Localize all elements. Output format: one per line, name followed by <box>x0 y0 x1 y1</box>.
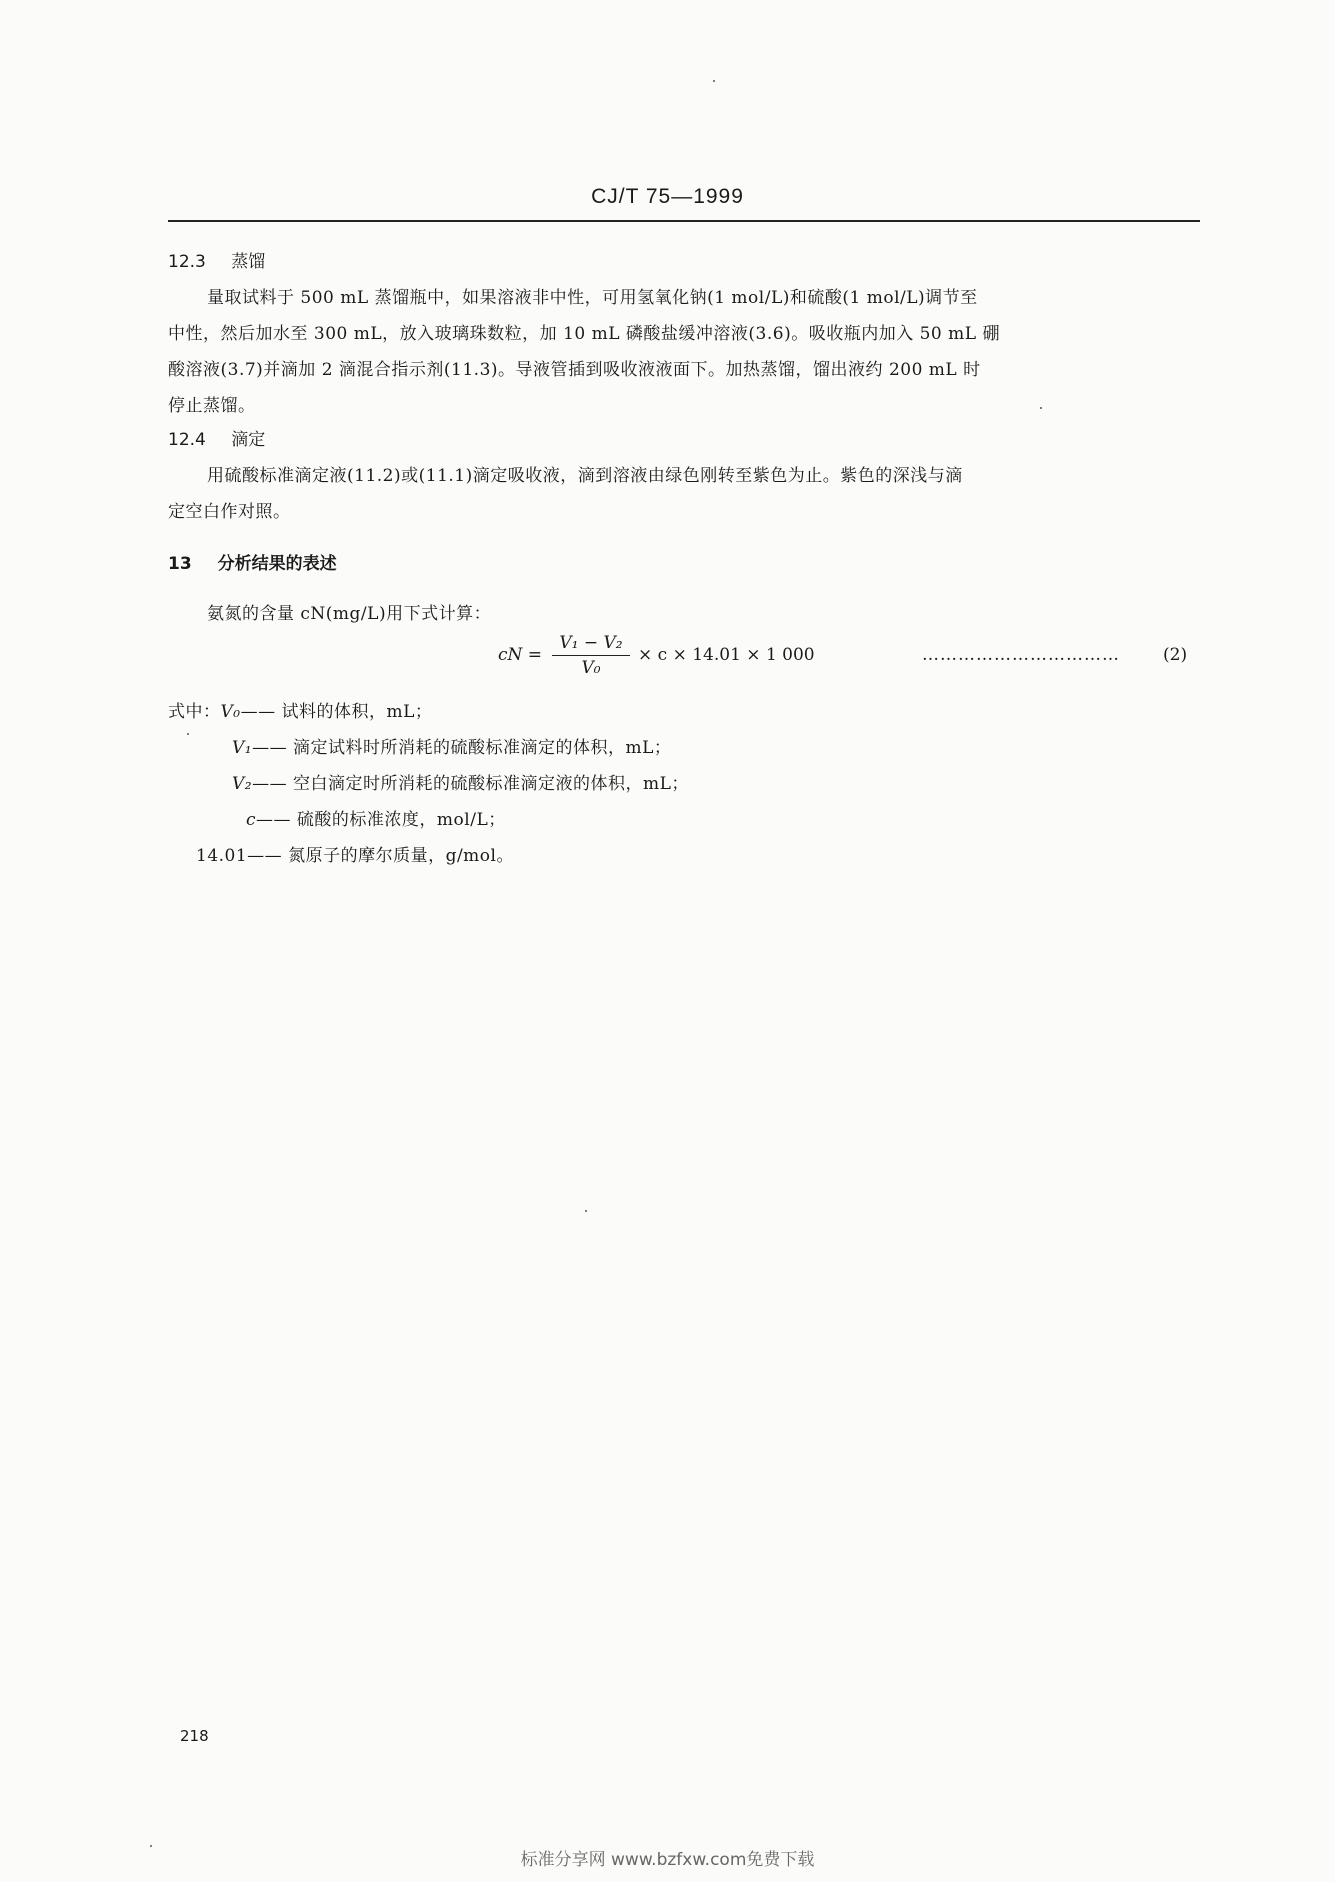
definition-symbol: V₂ <box>232 774 253 794</box>
scan-speck <box>150 1845 152 1847</box>
section-12-3-heading <box>168 247 265 272</box>
standard-code-header: CJ/T 75—1999 <box>591 185 744 208</box>
definition-symbol: V₀ <box>220 702 241 722</box>
definition-text: —— 试料的体积，mL； <box>240 702 433 722</box>
definition-text: —— 氮原子的摩尔质量，g/mol。 <box>247 846 514 866</box>
paragraph-line: 停止蒸馏。 <box>168 396 256 416</box>
paragraph-line: 用硫酸标准滴定液(11.2)或(11.1)滴定吸收液，滴到溶液由绿色刚转至紫色为止。紫色的深浅与滴 <box>207 466 963 486</box>
definition-symbol: V₁ <box>232 738 253 758</box>
fraction-bar <box>552 655 630 656</box>
paragraph-line: 定空白作对照。 <box>168 502 291 522</box>
scan-speck <box>1040 407 1042 409</box>
formula-rhs: × c × 14.01 × 1 000 <box>638 645 815 665</box>
formula-numerator: V₁ − V₂ <box>559 633 623 653</box>
paragraph-line: 量取试料于 500 mL 蒸馏瓶中，如果溶液非中性，可用氢氧化钠(1 mol/L)和硫酸(1 mol/L)调节至 <box>207 288 978 308</box>
definition-row <box>246 805 506 830</box>
definition-row <box>168 697 432 722</box>
formula-denominator: V₀ <box>581 658 601 678</box>
definition-text: —— 空白滴定时所消耗的硫酸标准滴定液的体积，mL； <box>252 774 689 794</box>
section-number: 12.4 <box>168 430 206 450</box>
definition-symbol: 14.01 <box>196 846 248 866</box>
scan-speck <box>713 80 715 82</box>
footer-watermark: 标准分享网 www.bzfxw.com免费下载 <box>520 1850 815 1870</box>
formula-fraction <box>552 633 630 678</box>
formula-leader-dots: …………………………… <box>922 645 1120 665</box>
section-13-heading <box>168 549 337 574</box>
definition-text: —— 硫酸的标准浓度，mol/L； <box>256 810 506 830</box>
definition-row <box>196 841 514 866</box>
scan-speck <box>585 1210 587 1212</box>
where-label: 式中： <box>168 702 221 722</box>
section-number: 13 <box>168 554 192 574</box>
paragraph-line: 中性，然后加水至 300 mL，放入玻璃珠数粒，加 10 mL 磷酸盐缓冲溶液(3.6)。吸收瓶内加入 50 mL 硼 <box>168 324 1000 344</box>
section-12-4-heading <box>168 425 265 450</box>
formula-number: (2) <box>1163 645 1188 665</box>
definition-symbol: c <box>246 810 257 830</box>
header-rule <box>168 220 1200 222</box>
scan-speck <box>187 733 189 735</box>
definition-text: —— 滴定试料时所消耗的硫酸标准滴定的体积，mL； <box>252 738 672 758</box>
paragraph-line: 酸溶液(3.7)并滴加 2 滴混合指示剂(11.3)。导液管插到吸收液液面下。加热蒸馏，馏出液约 200 mL 时 <box>168 360 981 380</box>
formula-intro: 氨氮的含量 cN(mg/L)用下式计算： <box>207 604 492 624</box>
page-number: 218 <box>180 1727 209 1745</box>
section-number: 12.3 <box>168 252 206 272</box>
section-title: 滴定 <box>231 430 266 450</box>
definition-row <box>232 769 689 794</box>
definition-row <box>232 733 671 758</box>
section-title: 蒸馏 <box>231 252 266 272</box>
formula-lhs: cN = <box>498 645 543 665</box>
section-title: 分析结果的表述 <box>217 554 337 574</box>
